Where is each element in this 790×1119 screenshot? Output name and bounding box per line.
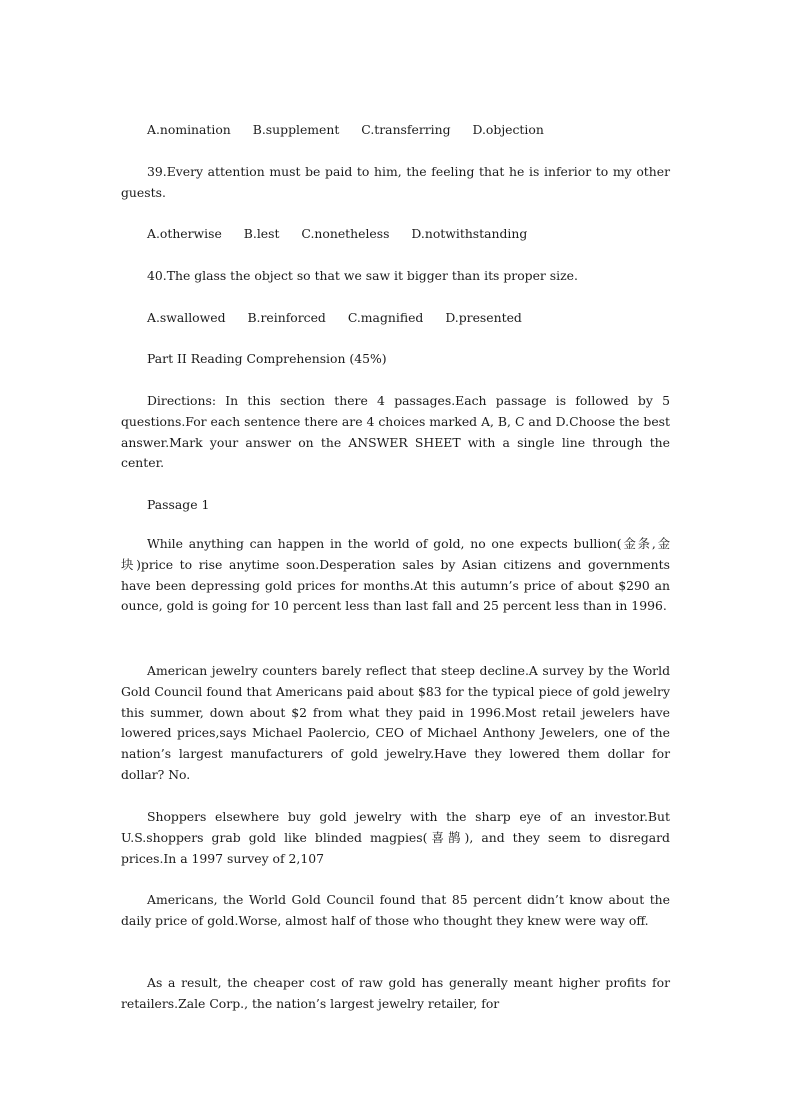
passage-title: Passage 1: [147, 497, 210, 512]
q38-options: [147, 120, 562, 141]
paragraph-3: Shoppers elsewhere buy gold jewelry with the sharp eye of an investor.But U.S.shoppers grab gold like blinded magpies(喜鹊), and they seem to disregard prices.In a 1997 survey of 2,107: [121, 809, 670, 866]
paragraph-4: Americans, the World Gold Council found that 85 percent didn’t know about the daily price of gold.Worse, almost half of those who thought they knew were way off.: [121, 892, 670, 928]
q39-options: [147, 224, 545, 245]
option-b: B.lest: [243, 226, 280, 241]
option-a: A.nomination: [147, 122, 231, 137]
q40-stem: 40.The glass the object so that we saw it bigger than its proper size.: [147, 268, 578, 283]
option-b: B.supplement: [252, 122, 340, 137]
option-c: C.transferring: [361, 122, 451, 137]
option-d: D.objection: [472, 122, 544, 137]
option-c: C.nonetheless: [301, 226, 390, 241]
paragraph-5: As a result, the cheaper cost of raw gold has generally meant higher profits for retailers.Zale Corp., the nation’s largest jewelry retailer, for: [121, 975, 670, 1011]
option-c: C.magnified: [347, 310, 424, 325]
directions: Directions: In this section there 4 passages.Each passage is followed by 5 questions.For each sentence there are 4 choices marked A, B, C and D.Choose the best answer.Mark your answer on the ANSWER SHEET with a single line through the center.: [121, 393, 670, 471]
option-d: D.notwithstanding: [411, 226, 528, 241]
part-heading: Part II Reading Comprehension (45%): [147, 351, 387, 366]
q39-stem: 39.Every attention must be paid to him, the feeling that he is inferior to my other guests.: [121, 164, 670, 200]
option-b: B.reinforced: [247, 310, 326, 325]
option-d: D.presented: [445, 310, 522, 325]
paragraph-2: American jewelry counters barely reflect that steep decline.A survey by the World Gold Council found that Americans paid about $83 for the typical piece of gold jewelry this summer, down about $2 from what they paid in 1996.Most retail jewelers have lowered prices,says Michael Paolercio, CEO of Michael Anthony Jewelers, one of the nation’s largest manufacturers of gold jewelry.Have they lowered them dollar for dollar? No.: [121, 663, 670, 782]
option-a: A.otherwise: [147, 226, 222, 241]
q40-options: [147, 308, 540, 329]
option-a: A.swallowed: [147, 310, 226, 325]
paragraph-1: While anything can happen in the world of gold, no one expects bullion(金条,金块)price to rise anytime soon.Desperation sales by Asian citizens and governments have been depressing gold prices for months.At this autumn’s price of about $290 an ounce, gold is going for 10 percent less than last fall and 25 percent less than in 1996.: [121, 536, 670, 614]
